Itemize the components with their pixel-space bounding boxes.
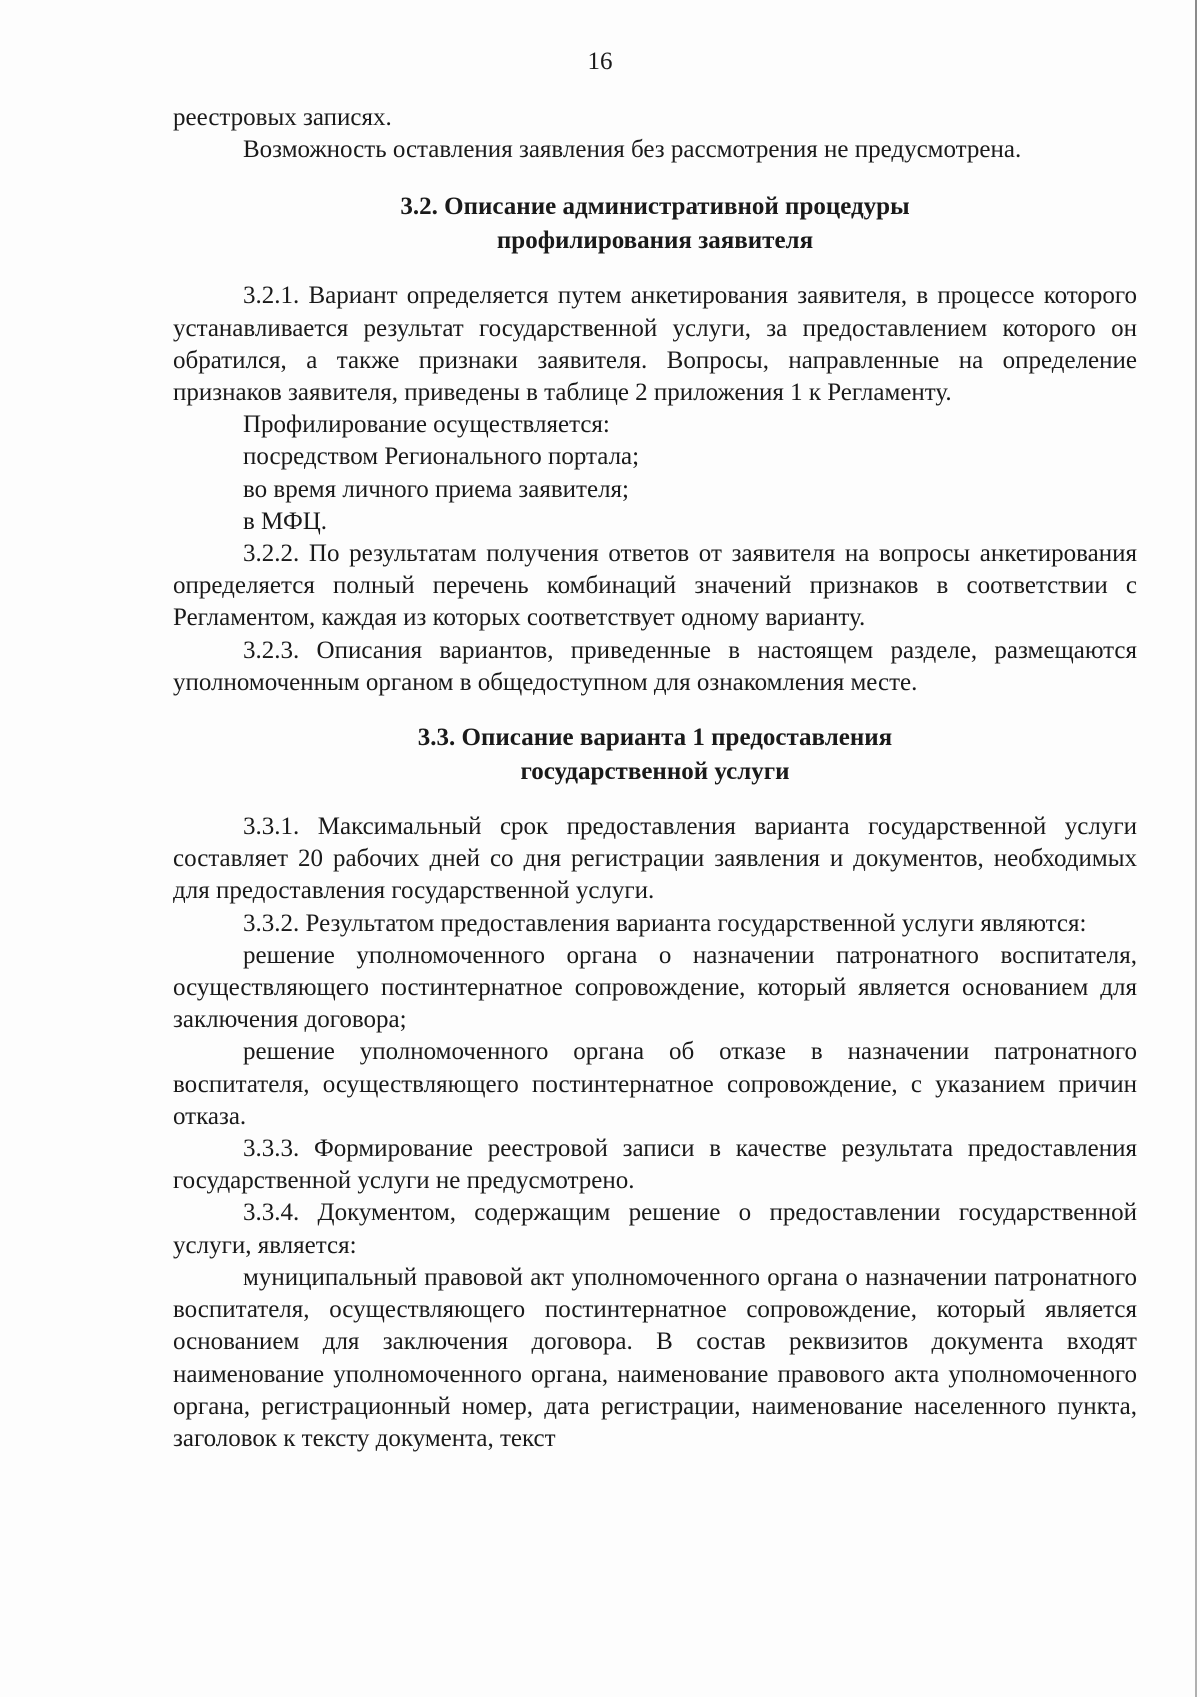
paragraph: 3.2.1. Вариант определяется путем анкетирования заявителя, в процессе которого устанавливается результат государственной услуги, за предоставлением которого он обратился, а также признаки заявителя. Вопросы, направленные на определение признаков заявителя, приведены в таблице 2 приложения 1 к Регламенту. <box>173 282 1137 407</box>
paragraph: 3.3.4. Документом, содержащим решение о предоставлении государственной услуги, является: <box>173 1199 1137 1259</box>
section-heading-3-3 <box>173 721 1137 789</box>
heading-line: государственной услуги <box>520 758 790 786</box>
heading-line: профилирования заявителя <box>496 227 814 255</box>
paragraph: 3.3.1. Максимальный срок предоставления варианта государственной услуги составляет 20 рабочих дней со дня регистрации заявления и документов, необходимых для предоставления государственной услуги. <box>173 813 1137 905</box>
heading-line: 3.3. Описание варианта 1 предоставления <box>417 724 893 752</box>
page-number: 16 <box>587 48 613 75</box>
paragraph: Возможность оставления заявления без рассмотрения не предусмотрена. <box>243 136 1022 164</box>
paragraph: реестровых записях. <box>173 104 392 131</box>
paragraph: 3.3.3. Формирование реестровой записи в качестве результата предоставления государственной услуги не предусмотрено. <box>173 1135 1137 1195</box>
paragraph: Профилирование осуществляется: <box>243 411 610 439</box>
paragraph: 3.2.3. Описания вариантов, приведенные в настоящем разделе, размещаются уполномоченным органом в общедоступном для ознакомления месте. <box>173 636 1137 696</box>
list-item: посредством Регионального портала; <box>243 443 640 471</box>
list-item: решение уполномоченного органа об отказе в назначении патронатного воспитателя, осуществляющего постинтернатное сопровождение, с указанием причин отказа. <box>173 1038 1137 1130</box>
list-item: решение уполномоченного органа о назначении патронатного воспитателя, осуществляющего постинтернатное сопровождение, который является основанием для заключения договора; <box>173 941 1137 1034</box>
paragraph: 3.3.2. Результатом предоставления варианта государственной услуги являются: <box>243 909 1087 937</box>
list-item: в МФЦ. <box>243 507 328 535</box>
list-item: во время личного приема заявителя; <box>243 475 629 503</box>
paragraph: муниципальный правовой акт уполномоченного органа о назначении патронатного воспитателя, осуществляющего постинтернатное сопровождение, который является основанием для заключения договора. В состав реквизитов документа входят наименование уполномоченного органа, наименование правового акта уполномоченного органа, регистрационный номер, дата регистрации, наименование населенного пункта, заголовок к тексту документа, текст <box>173 1263 1137 1452</box>
paragraph: 3.2.2. По результатам получения ответов от заявителя на вопросы анкетирования определяется полный перечень комбинаций значений признаков в соответствии с Регламентом, каждая из которых соответствует одному варианту. <box>173 540 1137 632</box>
document-body <box>173 102 1137 1455</box>
heading-line: 3.2. Описание административной процедуры <box>400 193 910 221</box>
section-heading-3-2 <box>173 190 1137 258</box>
scan-edge-line <box>1195 0 1197 1697</box>
